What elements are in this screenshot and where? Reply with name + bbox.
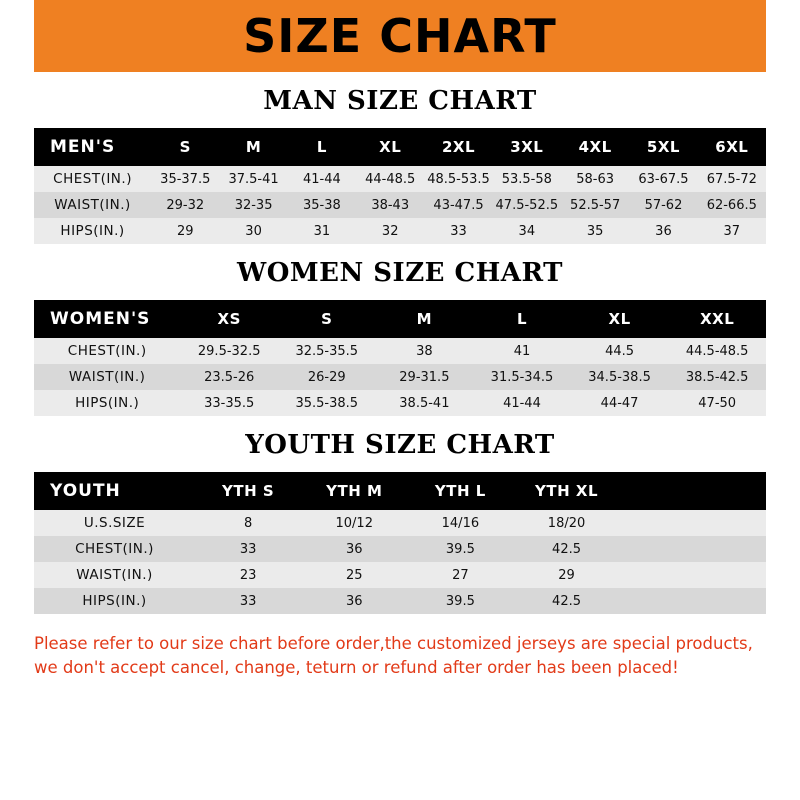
row-label: WAIST(IN.)	[76, 567, 153, 583]
cell: 33-35.5	[204, 395, 255, 411]
table-row	[34, 562, 766, 588]
men-header-label: MEN'S	[34, 128, 151, 166]
row-label: HIPS(IN.)	[75, 395, 140, 411]
section-youth	[34, 430, 766, 614]
cell: 41-44	[303, 171, 341, 187]
header-band	[0, 0, 800, 72]
cell: 58-63	[576, 171, 615, 187]
youth-header-s: YTH S	[195, 472, 301, 510]
cell: 23.5-26	[204, 369, 255, 385]
footer-note-line2: we don't accept cancel, change, teturn or refund after order has been placed!	[34, 657, 679, 677]
cell: 33	[239, 593, 257, 609]
cell: 53.5-58	[501, 171, 552, 187]
table-header-row	[34, 128, 766, 166]
cell: 39.5	[445, 593, 475, 609]
cell: 29	[176, 223, 194, 239]
men-table-body	[34, 166, 766, 244]
cell: 52.5-57	[570, 197, 621, 213]
cell: 37.5-41	[228, 171, 279, 187]
cell: 8	[243, 515, 253, 531]
cell: 32	[381, 223, 399, 239]
cell: 47.5-52.5	[495, 197, 559, 213]
cell: 48.5-53.5	[427, 171, 490, 187]
women-header-xl: XL	[571, 300, 669, 338]
cell: 35-37.5	[160, 171, 211, 187]
cell: 63-67.5	[638, 171, 689, 187]
cell: 41	[513, 343, 531, 359]
table-header-row	[34, 300, 766, 338]
cell: 37	[723, 223, 741, 239]
women-header-m: M	[376, 300, 474, 338]
cell	[620, 510, 766, 536]
men-header-s: S	[151, 128, 219, 166]
cell: 26-29	[307, 369, 346, 385]
men-table-head	[34, 128, 766, 166]
table-row	[34, 390, 766, 416]
content-area	[0, 86, 800, 614]
cell: 47-50	[698, 395, 737, 411]
footer-note	[34, 632, 766, 680]
section-title-youth: YOUTH SIZE CHART	[245, 430, 555, 460]
row-label: HIPS(IN.)	[82, 593, 147, 609]
cell: 31.5-34.5	[490, 369, 554, 385]
row-label: U.S.SIZE	[83, 515, 146, 531]
cell: 36	[345, 541, 363, 557]
cell: 41-44	[503, 395, 541, 411]
row-label: WAIST(IN.)	[54, 197, 131, 213]
cell	[620, 588, 766, 614]
row-label: CHEST(IN.)	[75, 541, 154, 557]
cell: 10/12	[335, 515, 373, 531]
table-row	[34, 588, 766, 614]
table-row	[34, 218, 766, 244]
youth-header-l: YTH L	[407, 472, 513, 510]
table-header-row	[34, 472, 766, 510]
cell: 29	[558, 567, 575, 583]
cell: 38.5-41	[399, 395, 450, 411]
cell: 38.5-42.5	[685, 369, 749, 385]
cell: 57-62	[644, 197, 683, 213]
cell: 14/16	[441, 515, 480, 531]
cell: 35	[586, 223, 604, 239]
cell: 23	[239, 567, 257, 583]
men-size-table	[34, 128, 766, 244]
cell: 36	[345, 593, 363, 609]
cell	[620, 562, 766, 588]
women-header-label: WOMEN'S	[34, 300, 180, 338]
cell: 34.5-38.5	[588, 369, 651, 385]
cell: 39.5	[445, 541, 475, 557]
cell: 43-47.5	[433, 197, 484, 213]
section-women	[34, 258, 766, 416]
youth-table-body	[34, 510, 766, 614]
women-table-head	[34, 300, 766, 338]
cell: 25	[345, 567, 363, 583]
section-men	[34, 86, 766, 244]
cell: 44.5	[605, 343, 635, 359]
men-header-l: L	[288, 128, 356, 166]
men-header-xl: XL	[356, 128, 424, 166]
cell: 30	[245, 223, 262, 239]
row-label: HIPS(IN.)	[60, 223, 125, 239]
cell: 33	[450, 223, 467, 239]
men-header-3xl: 3XL	[493, 128, 561, 166]
table-row	[34, 510, 766, 536]
youth-header-m: YTH M	[301, 472, 407, 510]
cell: 38	[416, 343, 433, 359]
women-header-s: S	[278, 300, 376, 338]
cell: 29-31.5	[399, 369, 450, 385]
cell: 34	[518, 223, 536, 239]
table-row	[34, 338, 766, 364]
cell: 36	[655, 223, 672, 239]
cell: 18/20	[547, 515, 586, 531]
cell: 35-38	[303, 197, 341, 213]
cell: 32.5-35.5	[295, 343, 359, 359]
cell: 42.5	[552, 593, 581, 609]
cell: 44-47	[600, 395, 639, 411]
cell: 33	[239, 541, 257, 557]
cell: 62-66.5	[706, 197, 757, 213]
table-row	[34, 364, 766, 390]
cell: 67.5-72	[706, 171, 757, 187]
cell: 42.5	[552, 541, 581, 557]
men-header-5xl: 5XL	[629, 128, 697, 166]
cell: 31	[313, 223, 331, 239]
men-header-m: M	[219, 128, 287, 166]
cell	[620, 536, 766, 562]
section-title-men: MAN SIZE CHART	[263, 86, 537, 116]
row-label: CHEST(IN.)	[53, 171, 132, 187]
women-header-xs: XS	[180, 300, 278, 338]
women-table-body	[34, 338, 766, 416]
youth-size-table	[34, 472, 766, 614]
cell: 29.5-32.5	[197, 343, 261, 359]
cell: 27	[452, 567, 469, 583]
women-header-xxl: XXL	[668, 300, 766, 338]
row-label: WAIST(IN.)	[68, 369, 146, 385]
table-row	[34, 166, 766, 192]
men-header-4xl: 4XL	[561, 128, 629, 166]
youth-table-head	[34, 472, 766, 510]
table-row	[34, 192, 766, 218]
page-title: SIZE CHART	[243, 9, 557, 63]
section-title-women: WOMEN SIZE CHART	[237, 258, 563, 288]
row-label: CHEST(IN.)	[67, 343, 147, 359]
cell: 29-32	[166, 197, 205, 213]
youth-header-empty	[620, 472, 766, 510]
table-row	[34, 536, 766, 562]
footer-note-line1: Please refer to our size chart before order,the customized jerseys are special products,	[34, 634, 753, 653]
men-header-2xl: 2XL	[424, 128, 492, 166]
women-header-l: L	[473, 300, 571, 338]
cell: 44.5-48.5	[685, 343, 749, 359]
cell: 35.5-38.5	[295, 395, 359, 411]
youth-header-xl: YTH XL	[513, 472, 619, 510]
cell: 32-35	[234, 197, 273, 213]
cell: 38-43	[371, 197, 410, 213]
men-header-6xl: 6XL	[698, 128, 766, 166]
youth-header-label: YOUTH	[34, 472, 195, 510]
women-size-table	[34, 300, 766, 416]
cell: 44-48.5	[365, 171, 416, 187]
